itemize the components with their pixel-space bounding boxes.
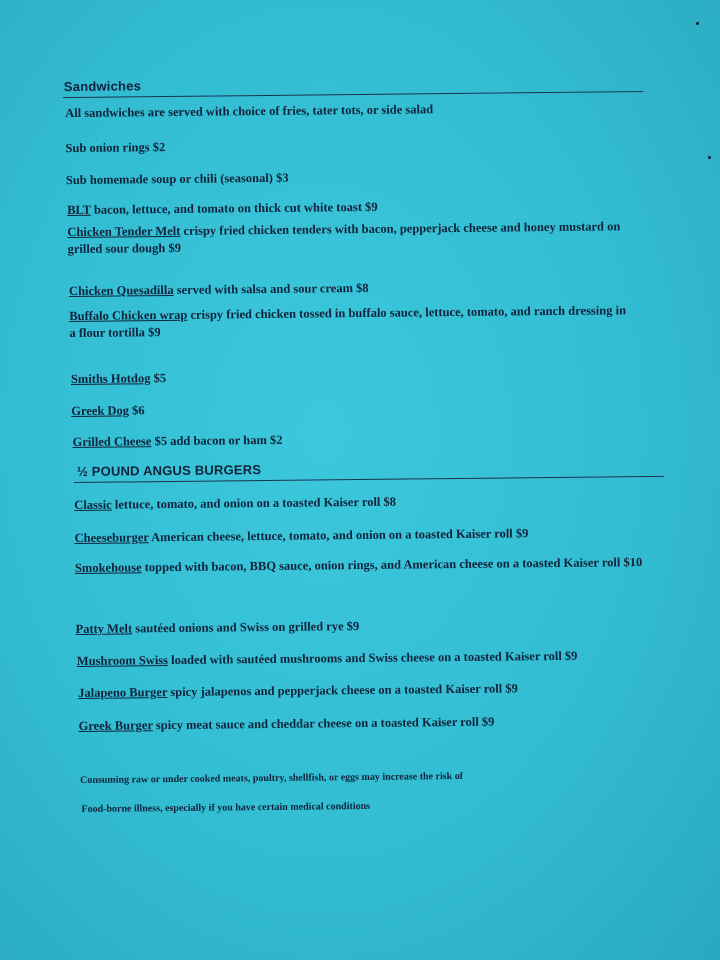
- menu-item-name: Cheeseburger: [74, 530, 149, 545]
- menu-item-name: Patty Melt: [75, 621, 133, 636]
- menu-item-description: loaded with sautéed mushrooms and Swiss cheese on a toasted Kaiser roll $9: [167, 648, 578, 668]
- menu-item-name: BLT: [67, 202, 91, 218]
- menu-item: [74, 494, 396, 514]
- menu-item-name: Buffalo Chicken wrap: [69, 307, 188, 324]
- menu-item-name: Jalapeno Burger: [78, 685, 168, 700]
- menu-item-description: bacon, lettuce, and tomato on thick cut white toast $9: [90, 199, 378, 217]
- menu-item: [71, 402, 145, 420]
- menu-item: [67, 199, 378, 219]
- menu-item-name: Smiths Hotdog: [70, 371, 151, 387]
- menu-item-name: Chicken Quesadilla: [68, 282, 174, 299]
- sandwiches-sides-note: All sandwiches are served with choice of fries, tater tots, or side salad: [65, 102, 434, 121]
- menu-item: [78, 714, 494, 735]
- menu-item-name: Grilled Cheese: [72, 434, 152, 450]
- menu-item-description: sautéed onions and Swiss on grilled rye $9: [132, 619, 360, 636]
- menu-item-description: crispy fried chicken tossed in buffalo sauce, lettuce, tomato, and ranch dressing in a flour tortilla $9: [69, 303, 627, 341]
- menu-item-name: Greek Dog: [71, 403, 130, 419]
- menu-item-description: American cheese, lettuce, tomato, and onion on a toasted Kaiser roll $9: [148, 526, 529, 545]
- menu-item-description: $5: [150, 371, 167, 386]
- food-safety-warning-continued: Food-borne illness, especially if you have certain medical conditions: [81, 800, 371, 815]
- menu-item-description: lettuce, tomato, and onion on a toasted Kaiser roll $8: [111, 494, 397, 512]
- menu-item-description: served with salsa and sour cream $8: [173, 280, 369, 297]
- menu-item-description: spicy jalapenos and pepperjack cheese on a toasted Kaiser roll $9: [167, 681, 518, 700]
- sub-soup-note: Sub homemade soup or chili (seasonal) $3: [65, 170, 289, 188]
- paper-speck: [696, 22, 699, 25]
- paper-speck: [708, 156, 711, 159]
- food-safety-warning: Consuming raw or under cooked meats, poultry, shellfish, or eggs may increase the risk of: [80, 770, 464, 786]
- menu-item: [67, 218, 627, 258]
- menu-item-description: $6: [128, 403, 145, 418]
- menu-item-description: crispy fried chicken tenders with bacon, pepperjack cheese and honey mustard on grilled sour dough $9: [67, 219, 621, 257]
- menu-item-description: $5 add bacon or ham $2: [151, 432, 283, 449]
- menu-item-description: spicy meat sauce and cheddar cheese on a toasted Kaiser roll $9: [152, 714, 495, 733]
- menu-item: [75, 618, 359, 638]
- menu-item: [77, 648, 578, 670]
- menu-item: [78, 680, 518, 702]
- menu-item: [69, 302, 629, 342]
- sub-onion-rings-note: Sub onion rings $2: [65, 140, 166, 156]
- sandwiches-divider: [63, 91, 643, 98]
- menu-item-name: Chicken Tender Melt: [67, 223, 181, 240]
- menu-item: [73, 432, 283, 451]
- menu-item: [69, 280, 369, 300]
- burgers-heading: ½ POUND ANGUS BURGERS: [76, 462, 262, 479]
- menu-item-name: Mushroom Swiss: [76, 653, 169, 668]
- menu-item: [75, 554, 665, 577]
- menu-item: [75, 525, 529, 547]
- menu-item-description: topped with bacon, BBQ sauce, onion rings, and American cheese on a toasted Kaiser roll $10: [141, 555, 643, 575]
- menu-item-name: Smokehouse: [74, 560, 142, 575]
- sandwiches-heading: Sandwiches: [63, 78, 142, 95]
- menu-item-name: Classic: [74, 497, 112, 512]
- menu-item-name: Greek Burger: [78, 718, 153, 733]
- menu-item: [71, 370, 166, 388]
